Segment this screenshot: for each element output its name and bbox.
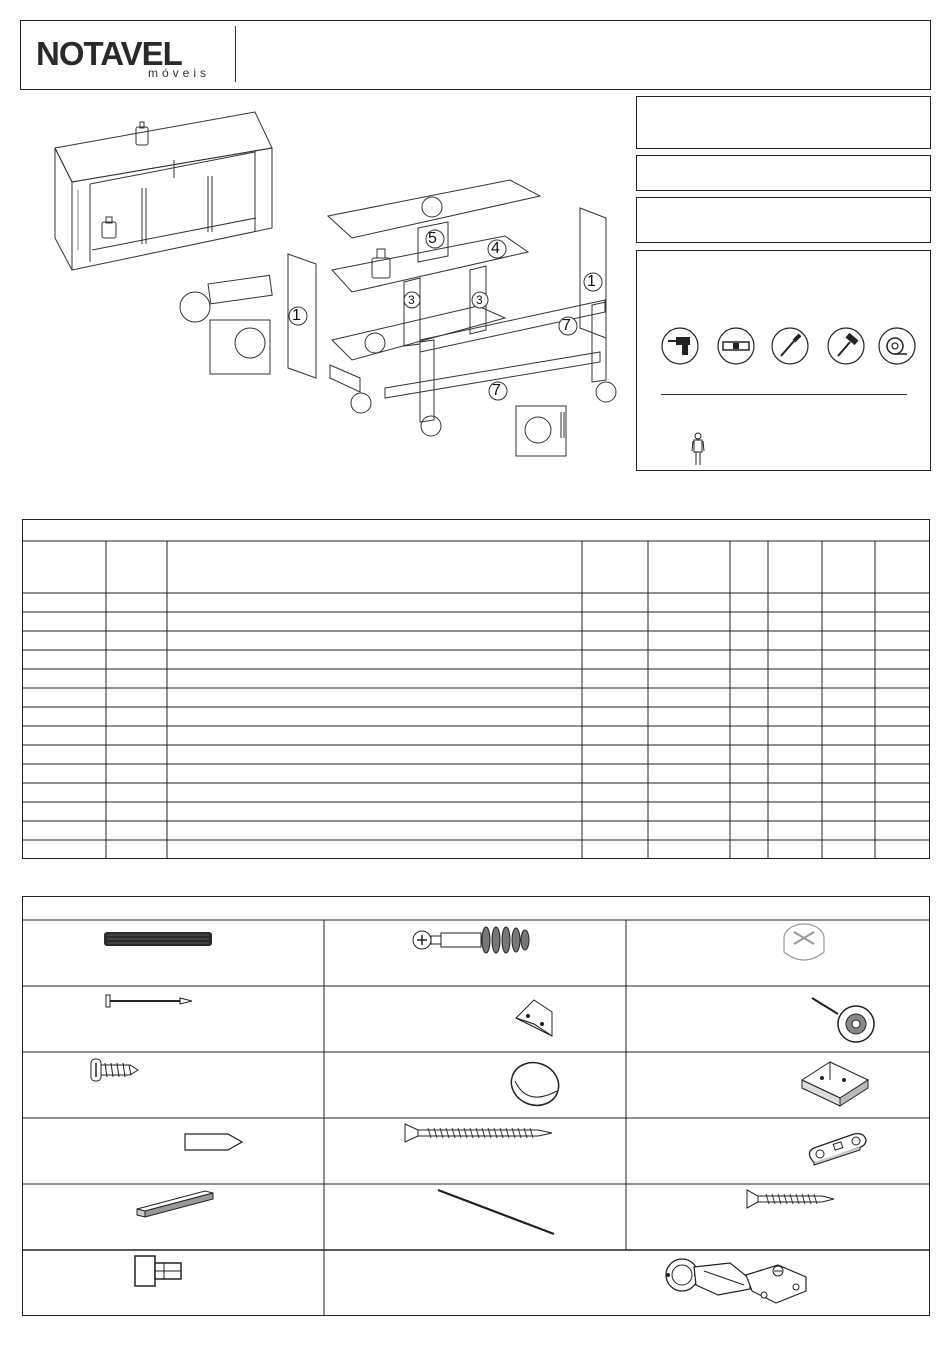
cam-bolt-icon [412, 925, 532, 955]
countersunk-screw-short-icon [746, 1189, 836, 1209]
pan-head-screw-icon [90, 1057, 150, 1083]
part-label-7-bottom: 7 [492, 382, 501, 399]
countersunk-screw-long-icon [404, 1123, 554, 1143]
shelf-support-icon [134, 1255, 184, 1287]
part-label-1-right: 1 [587, 273, 596, 290]
connector-plate-icon [804, 1130, 868, 1166]
nail-icon [104, 995, 194, 1007]
part-label-4: 4 [491, 240, 500, 257]
hinge-icon [660, 1255, 810, 1311]
part-label-7-top: 7 [562, 317, 571, 334]
logo-sub-text: móveis [148, 66, 211, 80]
furniture-glide-icon [808, 994, 878, 1044]
part-label-5: 5 [428, 230, 437, 247]
adhesive-bumper-icon [507, 1059, 563, 1109]
handle-bar-icon [135, 1187, 215, 1219]
dowel-pin-icon [103, 931, 213, 947]
part-label-1-left: 1 [292, 307, 301, 324]
cam-lock-icon [779, 920, 829, 970]
corner-bracket-icon [512, 998, 558, 1038]
double-corner-bracket-icon [800, 1058, 870, 1108]
metal-rod-icon [436, 1188, 556, 1238]
part-label-3-left: 3 [408, 293, 415, 307]
wooden-dowel-icon [184, 1132, 244, 1152]
logo-main-text: NOTAVEL [36, 35, 182, 72]
part-label-3-right: 3 [476, 293, 483, 307]
